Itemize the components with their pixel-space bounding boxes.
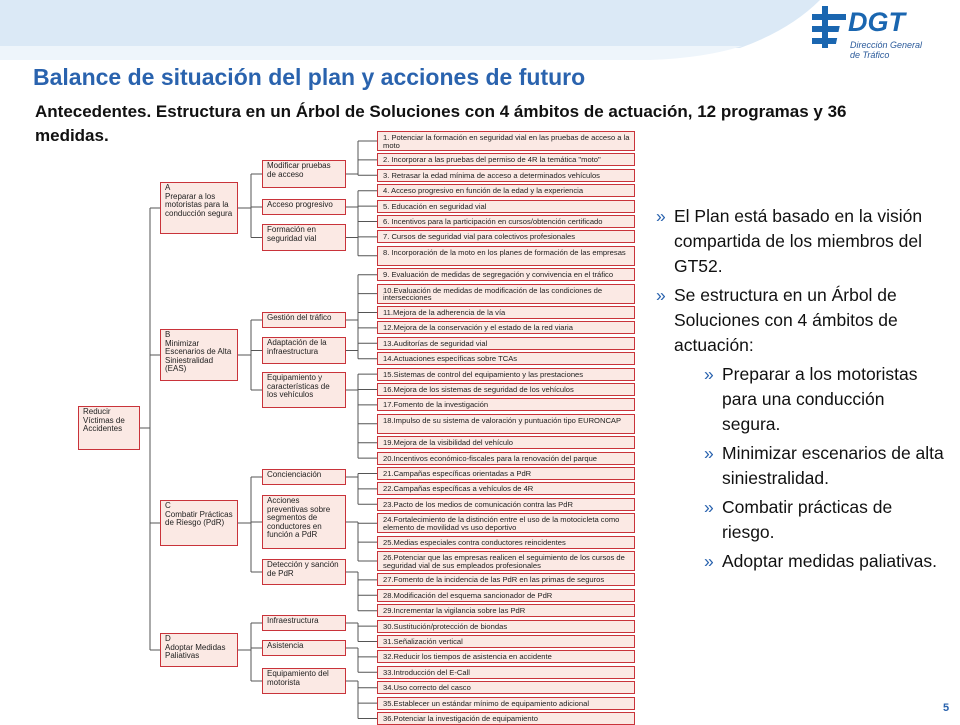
- program-node: Formación en seguridad vial: [262, 224, 346, 251]
- bullet-text: Se estructura en un Árbol de Soluciones con 4 ámbitos de actuación:: [674, 285, 898, 355]
- bullet-marker-icon: »: [656, 285, 666, 305]
- measure-item: 18.Impulso de su sistema de valoración y puntuación tipo EURONCAP: [377, 414, 635, 434]
- program-node: Adaptación de la infraestructura: [262, 337, 346, 364]
- measure-item: 6. Incentivos para la participación en cursos/obtención certificado: [377, 215, 635, 228]
- page-number: 5: [943, 702, 950, 714]
- measure-item: 13.Auditorías de seguridad vial: [377, 337, 635, 350]
- measure-item: 16.Mejora de los sistemas de seguridad de los vehículos: [377, 383, 635, 396]
- bullet-text: Adoptar medidas paliativas.: [722, 551, 937, 571]
- sub-bullet-item: [704, 362, 946, 437]
- measure-item: 27.Fomento de la incidencia de las PdR en las primas de seguros: [377, 573, 635, 586]
- measure-item: 1. Potenciar la formación en seguridad vial en las pruebas de acceso a la moto: [377, 131, 635, 151]
- program-node: Infraestructura: [262, 615, 346, 631]
- ambito-letter: C: [165, 501, 171, 510]
- program-node: Asistencia: [262, 640, 346, 656]
- bullet-item: [656, 204, 946, 279]
- bullet-text: El Plan está basado en la visión compartida de los miembros del GT52.: [674, 206, 923, 276]
- measure-item: 30.Sustitución/protección de biondas: [377, 620, 635, 633]
- program-node: Acceso progresivo: [262, 199, 346, 215]
- ambito-label: Preparar a los motoristas para la conducción segura: [165, 191, 233, 218]
- measure-item: 21.Campañas específicas orientadas a PdR: [377, 467, 635, 480]
- ambito-letter: B: [165, 330, 171, 339]
- ambito-label: Minimizar Escenarios de Alta Siniestralidad (EAS): [165, 338, 232, 373]
- ambito-node: [160, 182, 238, 234]
- measure-item: 35.Establecer un estándar mínimo de equipamiento adicional: [377, 697, 635, 710]
- bullet-text: Combatir prácticas de riesgo.: [722, 497, 893, 542]
- measure-item: 10.Evaluación de medidas de modificación de las condiciones de intersecciones: [377, 284, 635, 304]
- sub-bullet-item: [704, 441, 946, 491]
- bullet-item: [656, 283, 946, 358]
- logo-wordmark: DGT: [848, 7, 905, 37]
- ambito-label: Adoptar Medidas Paliativas: [165, 642, 226, 660]
- bullet-text: Preparar a los motoristas para una conducción segura.: [722, 364, 918, 434]
- logo-subtitle-line1: Dirección General: [850, 40, 923, 50]
- bullet-list: [656, 204, 946, 578]
- logo-subtitle-line2: de Tráfico: [850, 50, 890, 60]
- measure-item: 25.Medias especiales contra conductores reincidentes: [377, 536, 635, 549]
- measure-item: 29.Incrementar la vigilancia sobre las PdR: [377, 604, 635, 617]
- bullet-marker-icon: »: [656, 206, 666, 226]
- bullet-marker-icon: »: [704, 497, 714, 517]
- measure-item: 5. Educación en seguridad vial: [377, 200, 635, 213]
- bullet-marker-icon: »: [704, 364, 714, 384]
- ambito-letter: A: [165, 183, 171, 192]
- bullet-text: Minimizar escenarios de alta siniestralidad.: [722, 443, 944, 488]
- program-node: Modificar pruebas de acceso: [262, 160, 346, 188]
- measure-item: 28.Modificación del esquema sancionador de PdR: [377, 589, 635, 602]
- measure-item: 17.Fomento de la investigación: [377, 398, 635, 411]
- slide-title: Balance de situación del plan y acciones de futuro: [33, 64, 586, 90]
- bullet-marker-icon: »: [704, 551, 714, 571]
- measure-item: 31.Señalización vertical: [377, 635, 635, 648]
- measure-item: 4. Acceso progresivo en función de la edad y la experiencia: [377, 184, 635, 197]
- measure-item: 20.Incentivos económico-fiscales para la renovación del parque: [377, 452, 635, 465]
- program-node: Concienciación: [262, 469, 346, 485]
- ambito-letter: D: [165, 634, 171, 643]
- measure-item: 36.Potenciar la investigación de equipamiento: [377, 712, 635, 725]
- measure-item: 8. Incorporación de la moto en los planes de formación de las empresas: [377, 246, 635, 266]
- measure-item: 26.Potenciar que las empresas realicen el seguimiento de los cursos de seguridad vial de sus empleados profesionales: [377, 551, 635, 571]
- measure-item: 3. Retrasar la edad mínima de acceso a determinados vehículos: [377, 169, 635, 182]
- measure-item: 22.Campañas específicas a vehículos de 4R: [377, 482, 635, 495]
- measure-item: 12.Mejora de la conservación y el estado de la red viaria: [377, 321, 635, 334]
- measure-item: 7. Cursos de seguridad vial para colectivos profesionales: [377, 230, 635, 243]
- measure-item: 33.Introducción del E-Call: [377, 666, 635, 679]
- measure-item: 24.Fortalecimiento de la distinción entre el uso de la motocicleta como elemento de movilidad vs uso deportivo: [377, 513, 635, 533]
- bullet-marker-icon: »: [704, 443, 714, 463]
- measure-item: 34.Uso correcto del casco: [377, 681, 635, 694]
- measure-item: 9. Evaluación de medidas de segregación y convivencia en el tráfico: [377, 268, 635, 281]
- sub-bullet-item: [704, 549, 946, 574]
- ambito-label: Combatir Prácticas de Riesgo (PdR): [165, 509, 233, 527]
- measure-item: 11.Mejora de la adherencia de la vía: [377, 306, 635, 319]
- program-node: Detección y sanción de PdR: [262, 559, 346, 585]
- ambito-node: [160, 633, 238, 667]
- root-node: Reducir Víctimas de Accidentes: [78, 406, 140, 450]
- sub-bullet-item: [704, 495, 946, 545]
- measure-item: 19.Mejora de la visibilidad del vehículo: [377, 436, 635, 449]
- program-node: Equipamiento y características de los vehículos: [262, 372, 346, 408]
- program-node: Gestión del tráfico: [262, 312, 346, 328]
- ambito-node: [160, 329, 238, 381]
- program-node: Acciones preventivas sobre segmentos de conductores en función a PdR: [262, 495, 346, 549]
- ambito-node: [160, 500, 238, 546]
- program-node: Equipamiento del motorista: [262, 668, 346, 694]
- measure-item: 2. Incorporar a las pruebas del permiso de 4R la temática "moto": [377, 153, 635, 166]
- measure-item: 14.Actuaciones específicas sobre TCAs: [377, 352, 635, 365]
- measure-item: 23.Pacto de los medios de comunicación contra las PdR: [377, 498, 635, 511]
- measure-item: 15.Sistemas de control del equipamiento y las prestaciones: [377, 368, 635, 381]
- slide-subtitle: Antecedentes. Estructura en un Árbol de Soluciones con 4 ámbitos de actuación, 12 programas y 36 medidas.: [35, 102, 847, 145]
- measure-item: 32.Reducir los tiempos de asistencia en accidente: [377, 650, 635, 663]
